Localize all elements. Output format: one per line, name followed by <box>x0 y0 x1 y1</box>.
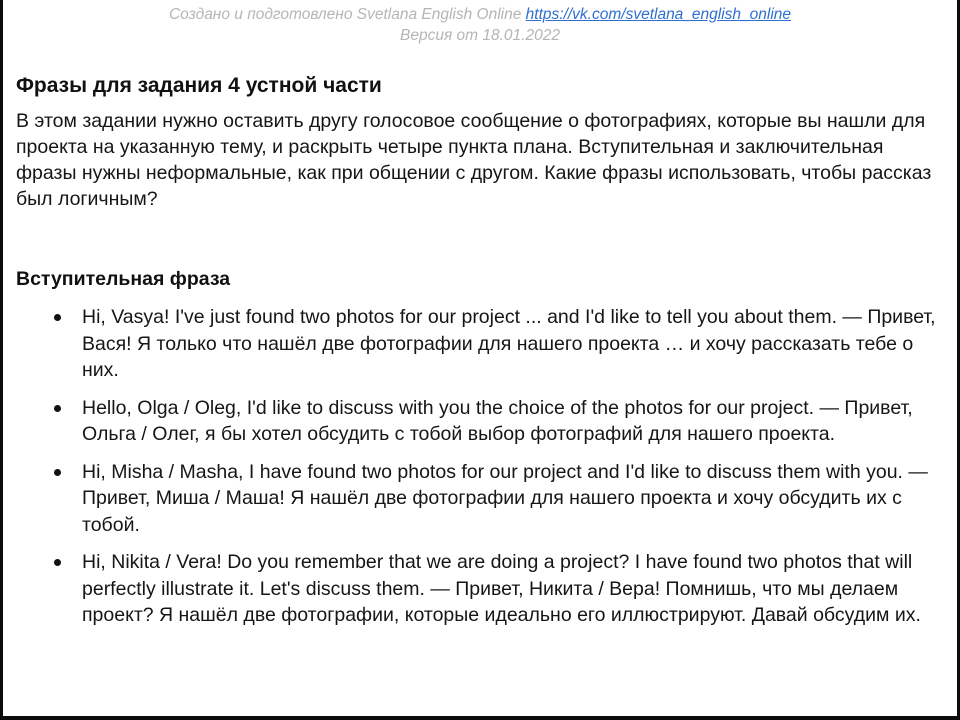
credit-link[interactable]: https://vk.com/svetlana_english_online <box>525 6 792 23</box>
credit-line <box>0 4 960 25</box>
bullet-icon <box>54 405 61 412</box>
page-edge-bottom <box>0 716 960 720</box>
document-content <box>16 72 948 640</box>
list-item <box>16 395 948 448</box>
page-title: Фразы для задания 4 устной части <box>16 74 382 97</box>
bullet-icon <box>54 469 61 476</box>
list-item <box>16 549 948 629</box>
phrase-text: Hi, Nikita / Vera! Do you remember that we are doing a project? I have found two photos that will perfectly illustrate it. Let's discuss them. — Привет, Никита / Вера! Помнишь, что мы делаем проект? Я нашёл две фотографии, которые идеально его иллюстрируют. Давай обсудим их. <box>82 551 921 626</box>
phrase-text: Hello, Olga / Oleg, I'd like to discuss with you the choice of the photos for our project. — Привет, Ольга / Олег, я бы хотел обсудить с тобой выбор фотографий для нашего проекта. <box>82 396 913 445</box>
page-edge-left <box>0 0 3 720</box>
phrase-list <box>16 304 948 629</box>
bullet-icon <box>54 559 61 566</box>
credit-text: Создано и подготовлено Svetlana English Online <box>168 6 522 23</box>
bullet-icon <box>54 314 61 321</box>
list-item <box>16 459 948 539</box>
credits-header <box>0 4 960 46</box>
list-item <box>16 304 948 384</box>
version-line: Версия от 18.01.2022 <box>400 27 560 44</box>
intro-paragraph: В этом задании нужно оставить другу голосовое сообщение о фотографиях, которые вы нашли для проекта на указанную тему, и раскрыть четыре пункта плана. Вступительная и заключительная фразы нужны неформальные, как при общении с другом. Какие фразы использовать, чтобы рассказ был логичным? <box>16 110 932 210</box>
phrase-text: Hi, Misha / Masha, I have found two photos for our project and I'd like to discuss them with you. — Привет, Миша / Маша! Я нашёл две фотографии для нашего проекта и хочу обсудить их с тобой. <box>82 460 928 536</box>
phrase-text: Hi, Vasya! I've just found two photos for our project ... and I'd like to tell you about them. — Привет, Вася! Я только что нашёл две фотографии для нашего проекта … и хочу рассказать тебе о них. <box>82 306 936 381</box>
section-heading: Вступительная фраза <box>16 268 231 290</box>
